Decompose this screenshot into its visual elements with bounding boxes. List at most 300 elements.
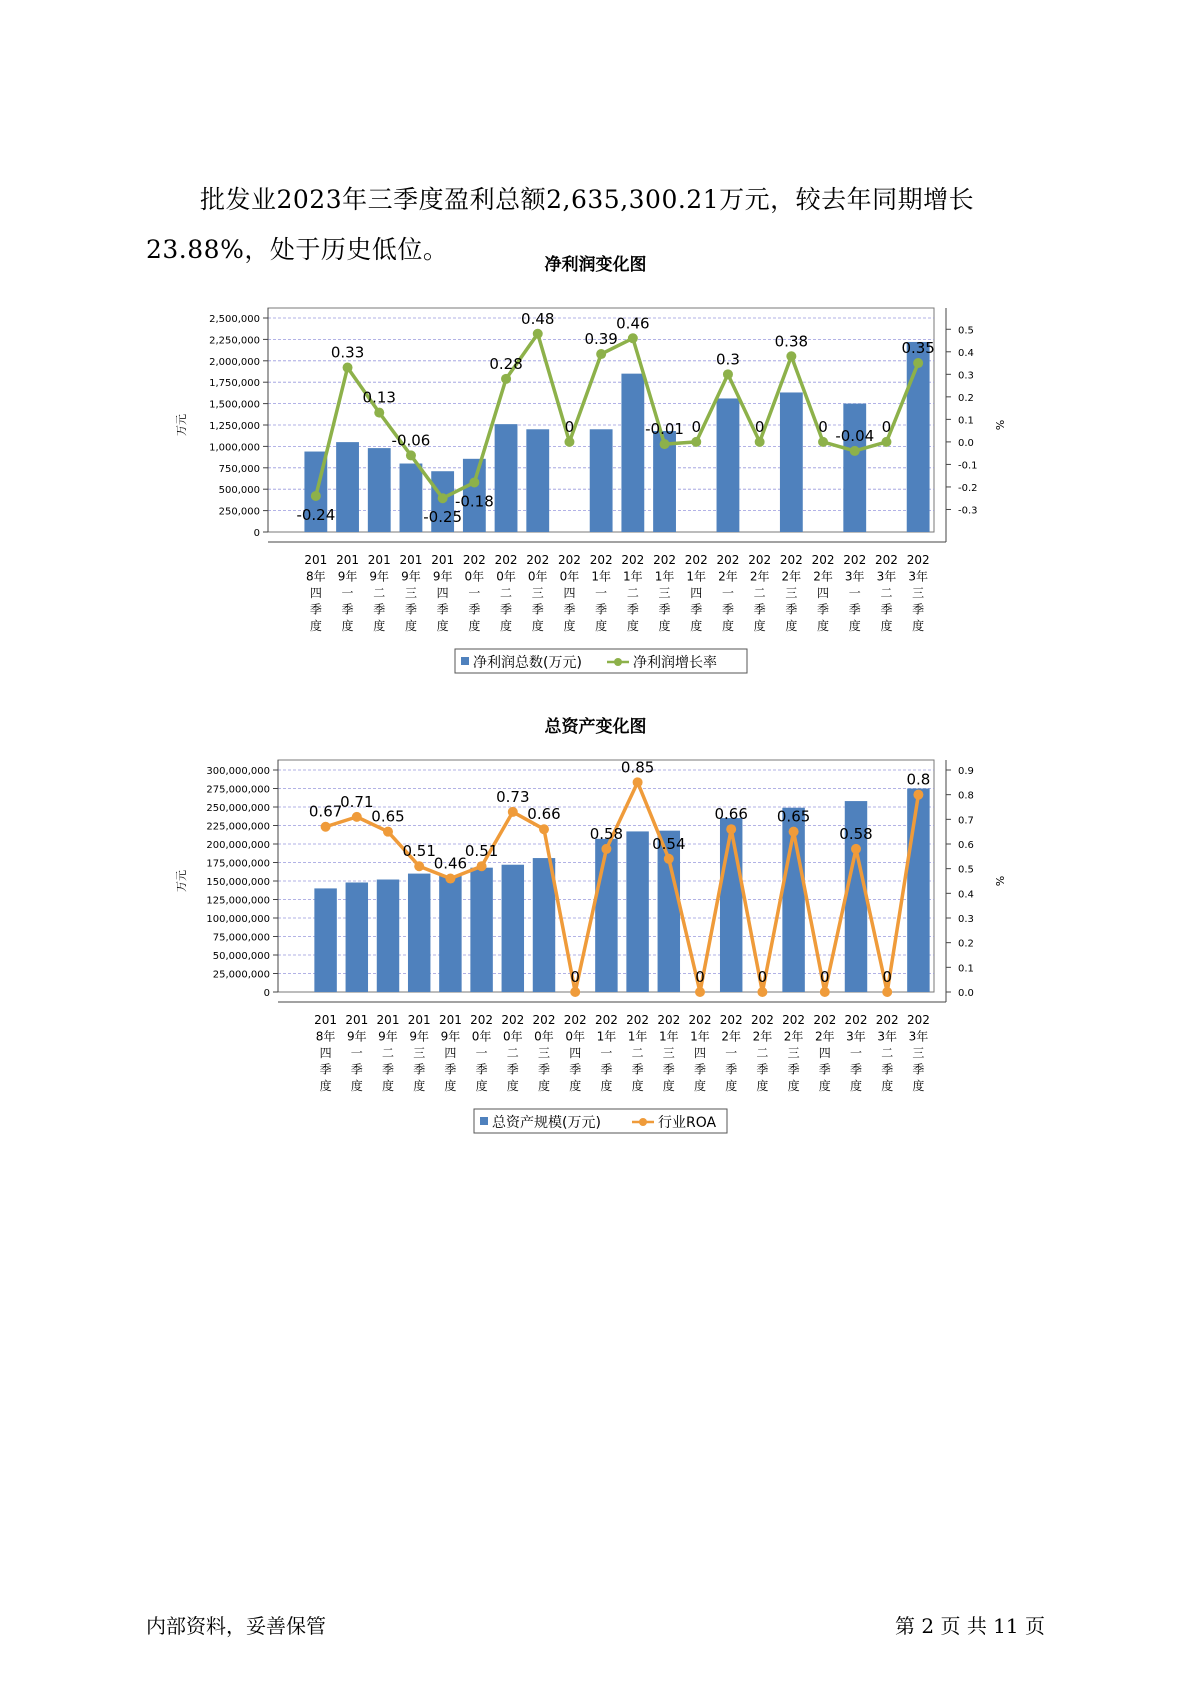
x-tick-label-part: 度 [626, 619, 639, 633]
x-tick-label-part: 度 [818, 1079, 831, 1093]
x-tick-label-part: 202 [843, 553, 867, 567]
x-tick-label-part: 201 [336, 553, 360, 567]
x-tick-label [431, 553, 454, 633]
bar [470, 868, 492, 992]
x-tick-label-part: 度 [569, 1079, 582, 1093]
x-tick-label-part: 季 [475, 1062, 488, 1077]
x-tick-label-part: 202 [621, 553, 645, 567]
x-tick-label [377, 1013, 400, 1093]
x-tick-label-part: 一 [341, 586, 354, 600]
y2-tick-label: 0.8 [958, 790, 974, 802]
x-tick-label-part: 一 [725, 1046, 738, 1060]
x-tick-label [751, 1013, 774, 1093]
x-tick-label-part: 季 [662, 1062, 675, 1077]
y-tick-label: 125,000,000 [206, 895, 270, 907]
x-tick-label-part: 2年 [749, 569, 770, 584]
x-tick-label-part: 季 [817, 602, 830, 617]
x-tick-label-part: 度 [817, 619, 830, 633]
data-label: 0.66 [714, 805, 748, 824]
x-tick-label [626, 1013, 649, 1093]
chart2-title: 总资产变化图 [544, 717, 647, 737]
x-tick-label-part: 2年 [752, 1029, 773, 1044]
data-label: -0.04 [835, 426, 875, 445]
data-label: -0.06 [391, 431, 431, 450]
x-tick-label-part: 202 [688, 1013, 712, 1027]
x-tick-label-part: 度 [350, 1079, 363, 1093]
data-label: 0.73 [496, 787, 530, 806]
x-tick-label-part: 度 [531, 619, 544, 633]
bar [408, 874, 430, 992]
x-tick-label [408, 1013, 431, 1093]
line-point [406, 450, 416, 460]
legend-line-label: 行业ROA [658, 1115, 717, 1131]
line-point [570, 987, 580, 997]
x-tick-label-part: 季 [912, 602, 925, 617]
x-tick-label-part: 三 [537, 1046, 551, 1060]
x-tick-label-part: 202 [811, 553, 835, 567]
data-label: 0 [564, 417, 575, 436]
x-tick-label-part: 三 [912, 1046, 925, 1060]
x-tick-label [463, 553, 486, 633]
x-tick-label-part: 度 [721, 619, 734, 633]
bar [368, 448, 391, 532]
x-tick-label [314, 1013, 337, 1093]
y-tick-label: 25,000,000 [212, 969, 270, 981]
x-tick-label-part: 季 [787, 1062, 800, 1077]
y-tick-label: 1,750,000 [209, 378, 260, 390]
x-tick-label-part: 2年 [718, 569, 738, 584]
y-tick-label: 1,500,000 [209, 399, 260, 411]
legend-bar-swatch [461, 657, 469, 665]
data-label: 0.13 [362, 388, 396, 407]
x-tick-label-part: 201 [314, 1013, 338, 1027]
x-tick-label-part: 季 [309, 602, 322, 617]
bar [907, 342, 930, 532]
x-tick-label-part: 3年 [908, 569, 928, 584]
x-tick-label-part: 202 [813, 1013, 837, 1027]
line-point [851, 844, 861, 854]
y-tick-label: 200,000,000 [206, 840, 270, 851]
x-tick-label-part: 202 [462, 553, 486, 567]
x-tick-label-part: 四 [818, 1046, 831, 1060]
data-label: 0 [570, 968, 580, 986]
x-tick-label [685, 553, 708, 633]
x-tick-label-part: 8年 [315, 1029, 336, 1044]
x-tick-label-part: 季 [413, 1062, 426, 1077]
x-tick-label-part: 度 [500, 619, 513, 633]
x-tick-label [304, 553, 327, 633]
bar [590, 429, 613, 532]
bar [907, 789, 929, 993]
line-point [723, 369, 733, 379]
x-tick-label-part: 四 [563, 586, 576, 600]
x-tick-label-part: 202 [779, 553, 803, 567]
x-tick-label-part: 季 [595, 602, 608, 617]
x-tick-label-part: 201 [431, 553, 455, 567]
x-tick-label-part: 度 [787, 1079, 800, 1093]
y2-tick-label: 0.9 [958, 766, 974, 777]
line-point [352, 812, 362, 822]
line-point [374, 408, 384, 418]
y-tick-label: 750,000 [218, 463, 260, 475]
x-tick-label-part: 二 [506, 1046, 519, 1060]
x-tick-label-part: 季 [721, 602, 734, 617]
summary-paragraph: 批发业2023年三季度盈利总额2,635,300.21万元，较去年同期增长23.88%，处于历史低位。 [146, 185, 975, 264]
bar [439, 876, 461, 992]
x-tick-label-part: 季 [500, 602, 513, 617]
x-tick-label-part: 202 [874, 553, 898, 567]
x-tick-label-part: 0年 [471, 1029, 492, 1044]
x-tick-label-part: 二 [881, 1046, 894, 1060]
line-point [818, 437, 828, 447]
y-tick-label: 225,000,000 [206, 821, 270, 833]
x-tick-label-part: 四 [817, 586, 830, 600]
x-tick-label-part: 度 [912, 1079, 925, 1093]
x-tick-label-part: 季 [658, 602, 671, 617]
x-tick-label-part: 季 [381, 1062, 395, 1077]
data-label: -0.01 [645, 420, 684, 439]
x-tick-label-part: 度 [319, 1079, 332, 1093]
x-tick-label-part: 四 [569, 1046, 582, 1060]
x-tick-label-part: 季 [600, 1062, 613, 1077]
line-point [882, 987, 892, 997]
data-label: -0.25 [423, 508, 463, 527]
x-tick-label-part: 0年 [534, 1029, 554, 1044]
x-tick-label-part: 一 [595, 586, 608, 600]
y2-tick-label: -0.1 [958, 460, 978, 472]
bar [314, 888, 336, 992]
x-tick-label-part: 季 [785, 602, 798, 617]
x-tick-label-part: 202 [501, 1013, 525, 1027]
x-tick-label-part: 二 [381, 1046, 395, 1060]
line-point [881, 437, 891, 447]
x-tick-label-part: 9年 [346, 1029, 367, 1044]
x-tick-label-part: 202 [716, 553, 740, 567]
line-point [726, 824, 736, 834]
x-tick-label-part: 度 [475, 1079, 488, 1093]
x-tick-label-part: 1年 [627, 1029, 648, 1044]
x-tick-label-part: 二 [756, 1046, 769, 1060]
bar [377, 880, 399, 992]
x-tick-label-part: 201 [407, 1013, 431, 1027]
x-tick-label-part: 度 [436, 619, 449, 633]
y2-tick-label: 0.3 [958, 370, 974, 382]
x-tick-label-part: 202 [557, 553, 581, 567]
y2-axis-label: % [993, 875, 1006, 887]
x-tick-label-part: 1年 [658, 1029, 679, 1044]
data-label: 0.51 [464, 842, 499, 861]
x-tick-label [845, 1013, 868, 1093]
y2-tick-label: 0.4 [958, 347, 974, 359]
x-tick-label-part: 9年 [369, 569, 390, 584]
line-point [755, 437, 765, 447]
x-tick-label [875, 553, 898, 633]
line-point [664, 854, 674, 864]
x-tick-label-part: 1年 [654, 569, 675, 584]
x-tick-label-part: 季 [506, 1062, 519, 1077]
x-tick-label-part: 度 [537, 1079, 551, 1093]
data-label: 0.54 [652, 834, 686, 853]
y-tick-label: 0 [263, 988, 270, 999]
x-tick-label-part: 一 [468, 586, 481, 600]
data-label: 0.28 [489, 354, 523, 373]
x-tick-label [439, 1013, 462, 1093]
x-tick-label-part: 度 [595, 619, 608, 633]
y2-tick-label: -0.3 [958, 505, 978, 517]
x-tick-label-part: 1年 [686, 569, 707, 584]
x-tick-label [716, 553, 739, 633]
x-tick-label-part: 202 [653, 553, 677, 567]
data-label: 0 [820, 968, 830, 986]
data-label: 0.48 [521, 309, 555, 328]
x-tick-label-part: 四 [444, 1046, 457, 1060]
data-label: 0 [691, 417, 702, 436]
bar [495, 424, 518, 532]
data-label: 0.46 [616, 314, 650, 333]
x-tick-label-part: 1年 [591, 569, 611, 584]
y2-tick-label: 0.7 [958, 815, 974, 827]
x-tick-label [595, 1013, 618, 1093]
y-tick-label: 275,000,000 [206, 784, 270, 796]
x-tick-label-part: 季 [468, 602, 481, 617]
x-tick-label-part: 三 [413, 1046, 426, 1060]
x-tick-label [501, 1013, 524, 1093]
x-tick-label [470, 1013, 493, 1093]
y-tick-label: 2,000,000 [209, 356, 260, 368]
x-tick-label-part: 3年 [908, 1029, 929, 1044]
y-tick-label: 0 [253, 528, 260, 539]
x-tick-label [564, 1013, 587, 1093]
x-tick-label-part: 度 [600, 1079, 613, 1093]
x-tick-label-part: 三 [404, 586, 417, 600]
line-point [564, 437, 574, 447]
x-tick-label-part: 三 [785, 586, 798, 600]
x-tick-label-part: 度 [756, 1079, 769, 1093]
x-tick-label-part: 季 [725, 1062, 738, 1077]
x-tick-label-part: 0年 [559, 569, 580, 584]
data-label: 0 [695, 968, 705, 986]
x-tick-label-part: 201 [345, 1013, 369, 1027]
chart1-title: 净利润变化图 [544, 255, 647, 275]
x-tick-label-part: 度 [631, 1079, 644, 1093]
x-tick-label-part: 201 [438, 1013, 462, 1027]
x-tick-label-part: 9年 [440, 1029, 461, 1044]
x-tick-label-part: 季 [818, 1062, 831, 1077]
total-assets-chart [0, 742, 1191, 1162]
x-tick-label-part: 201 [376, 1013, 400, 1027]
x-tick-label-part: 202 [626, 1013, 650, 1027]
x-tick-label-part: 202 [684, 553, 708, 567]
x-tick-label-part: 度 [693, 1079, 707, 1093]
legend-bar-swatch [480, 1117, 488, 1125]
x-tick-label-part: 季 [880, 602, 893, 617]
line-point [501, 374, 511, 384]
line-point [601, 844, 611, 854]
x-tick-label-part: 2年 [721, 1029, 742, 1044]
y-tick-label: 250,000 [218, 506, 260, 518]
y-tick-label: 50,000,000 [212, 951, 270, 962]
line-point [321, 822, 331, 832]
x-tick-label-part: 季 [319, 1062, 332, 1077]
x-tick-label-part: 季 [881, 1062, 894, 1077]
x-tick-label-part: 度 [444, 1079, 457, 1093]
x-tick-label-part: 四 [690, 586, 703, 600]
legend-line-marker [639, 1118, 647, 1126]
x-tick-label-part: 度 [658, 619, 671, 633]
data-label: 0.65 [371, 807, 405, 826]
line-point [757, 987, 767, 997]
data-label: 0.35 [901, 339, 935, 358]
x-tick-label-part: 三 [662, 1046, 675, 1060]
data-label: 0.66 [527, 805, 561, 824]
bar [843, 404, 866, 532]
y2-tick-label: 0.3 [958, 914, 974, 925]
x-tick-label [689, 1013, 712, 1093]
x-tick-label-part: 度 [785, 619, 798, 633]
x-tick-label-part: 四 [309, 586, 322, 600]
x-tick-label-part: 9年 [337, 569, 358, 584]
x-tick-label-part: 202 [563, 1013, 587, 1027]
data-label: 0.58 [589, 824, 624, 843]
x-tick-label [399, 553, 422, 633]
x-tick-label-part: 度 [849, 1079, 863, 1093]
x-tick-label-part: 一 [475, 1046, 488, 1060]
x-tick-label-part: 9年 [409, 1029, 430, 1044]
line-point [469, 477, 479, 487]
x-tick-label-part: 0年 [502, 1029, 523, 1044]
x-tick-label-part: 季 [404, 602, 417, 617]
x-tick-label-part: 季 [753, 602, 766, 617]
x-tick-label-part: 9年 [432, 569, 453, 584]
x-tick-label-part: 202 [750, 1013, 774, 1027]
y-tick-label: 150,000,000 [206, 877, 270, 888]
x-tick-label-part: 三 [787, 1046, 800, 1060]
x-tick-label [720, 1013, 743, 1093]
x-tick-label-part: 度 [662, 1079, 675, 1093]
line-point [445, 874, 455, 884]
data-label: 0.67 [308, 802, 343, 821]
line-point [786, 351, 796, 361]
x-tick-label-part: 季 [690, 602, 703, 617]
x-tick-label-part: 四 [319, 1046, 332, 1060]
x-tick-label-part: 季 [693, 1062, 707, 1077]
y2-tick-label: 0.6 [958, 840, 974, 851]
y-tick-label: 75,000,000 [212, 932, 270, 944]
x-tick-label [812, 553, 835, 633]
x-tick-label-part: 0年 [496, 569, 516, 584]
line-point [628, 333, 638, 343]
y-tick-label: 2,500,000 [209, 314, 260, 325]
x-tick-label-part: 201 [367, 553, 391, 567]
data-label: 0 [881, 417, 892, 436]
x-tick-label [621, 553, 644, 633]
y2-axis-label: % [993, 419, 1006, 431]
x-tick-label-part: 度 [881, 1079, 894, 1093]
y-tick-label: 1,250,000 [209, 421, 260, 432]
line-point [789, 827, 799, 837]
x-tick-label-part: 季 [373, 602, 386, 617]
data-label: 0.38 [774, 332, 809, 351]
x-tick-label-part: 度 [309, 619, 322, 633]
x-tick-label-part: 1年 [623, 569, 643, 584]
data-label: 0.33 [330, 343, 365, 362]
x-tick-label-part: 季 [537, 1062, 551, 1077]
bar [720, 818, 742, 992]
x-tick-label [653, 553, 676, 633]
y2-tick-label: 0.0 [958, 988, 974, 999]
line-point [596, 349, 606, 359]
bar [502, 865, 524, 992]
line-point [660, 439, 670, 449]
x-tick-label-part: 202 [657, 1013, 681, 1027]
line-point [820, 987, 830, 997]
data-label: 0 [882, 968, 892, 986]
data-label: 0.65 [776, 807, 811, 826]
x-tick-label-part: 一 [350, 1046, 363, 1060]
x-tick-label-part: 四 [693, 1046, 707, 1060]
legend-bar-label: 总资产规模(万元) [492, 1115, 601, 1131]
y-tick-label: 250,000,000 [206, 803, 270, 814]
x-tick-label-part: 季 [631, 1062, 644, 1077]
y-axis-label: 万元 [175, 870, 188, 892]
x-tick-label-part: 3年 [876, 569, 897, 584]
x-tick-label [533, 1013, 556, 1093]
x-tick-label [368, 553, 391, 633]
x-tick-label-part: 季 [444, 1062, 457, 1077]
x-tick-label-part: 0年 [565, 1029, 586, 1044]
x-tick-label-part: 季 [436, 602, 449, 617]
x-tick-label-part: 度 [725, 1079, 738, 1093]
x-tick-label-part: 2年 [783, 1029, 804, 1044]
x-tick-label [590, 553, 613, 633]
x-tick-label-part: 季 [912, 1062, 925, 1077]
line-point [414, 861, 424, 871]
x-tick-label-part: 202 [875, 1013, 899, 1027]
data-label: -0.18 [454, 492, 494, 511]
x-tick-label-part: 2年 [813, 569, 833, 584]
x-tick-label-part: 度 [341, 619, 354, 633]
legend-bar-label: 净利润总数(万元) [473, 655, 582, 671]
x-tick-label-part: 季 [849, 1062, 863, 1077]
line-point [508, 807, 518, 817]
x-tick-label-part: 二 [631, 1046, 644, 1060]
line-point [691, 437, 701, 447]
y-tick-label: 500,000 [218, 485, 260, 497]
data-label: 0.46 [433, 854, 468, 873]
x-tick-label-part: 202 [470, 1013, 494, 1027]
x-tick-label [345, 1013, 368, 1093]
x-tick-label-part: 3年 [877, 1029, 898, 1044]
x-tick-label-part: 1年 [690, 1029, 710, 1044]
x-tick-label-part: 202 [719, 1013, 743, 1027]
x-tick-label-part: 202 [906, 553, 930, 567]
data-label: 0.8 [906, 770, 931, 789]
x-tick-label-part: 202 [906, 1013, 930, 1027]
x-tick-label-part: 季 [569, 1062, 582, 1077]
bar [400, 464, 423, 532]
data-label: 0.71 [340, 792, 374, 811]
y2-tick-label: 0.1 [958, 963, 974, 975]
x-tick-label-part: 202 [494, 553, 518, 567]
net-profit-chart [0, 280, 1191, 700]
x-tick-label-part: 度 [880, 619, 893, 633]
x-tick-label-part: 一 [848, 586, 861, 600]
x-tick-label-part: 度 [912, 619, 925, 633]
y2-tick-label: 0.5 [958, 864, 974, 876]
x-tick-label-part: 8年 [306, 569, 326, 584]
y-tick-label: 300,000,000 [206, 766, 270, 777]
bar [595, 839, 617, 992]
